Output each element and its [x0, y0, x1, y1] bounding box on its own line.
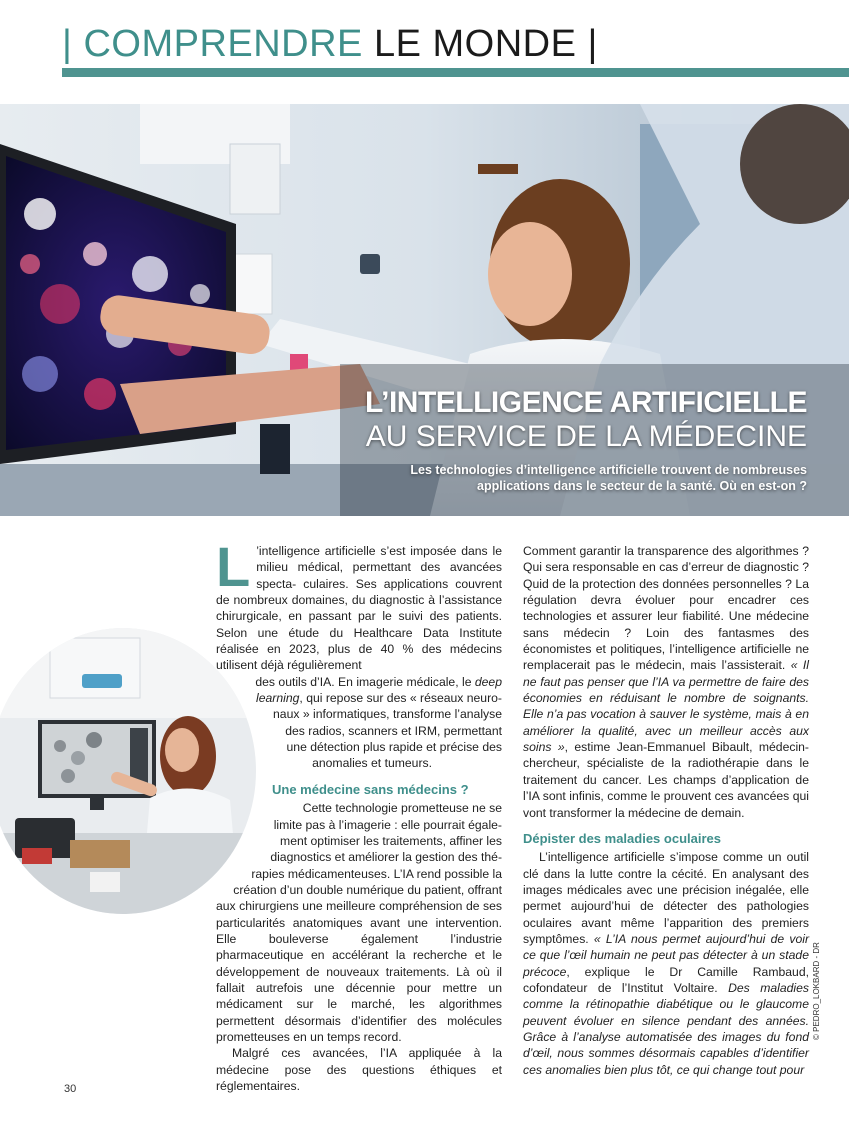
intro-line-3: culaires. Ses applications couvrent de nombreux	[216, 576, 502, 608]
right-paragraph-2	[523, 849, 809, 1078]
article-title-line-2: AU SERVICE DE LA MÉDECINE	[365, 420, 807, 453]
right-p2-after: , explique le Dr Camille Rambaud, cofondateur de l’Institut Voltaire.	[523, 964, 809, 995]
p2-line-2: limite pas à l’imagerie : elle pourrait égale-	[273, 817, 502, 832]
intro-line-2: milieu médical, permettant des avancées specta-	[256, 560, 502, 591]
rubric-word-1: COMPRENDRE	[83, 23, 363, 65]
page-number: 30	[64, 1083, 77, 1095]
left-column	[216, 535, 502, 1094]
article-title-line-1: L’INTELLIGENCE ARTIFICIELLE	[364, 386, 807, 419]
shaped-line-3: naux » informatiques, transforme l’analyse	[273, 707, 502, 722]
rambaud-quote-2: Des maladies comme la rétinopathie diabétique ou le glaucome peuvent évoluer en silence pendant des années. Grâce à l’analyse automatisée des images du fond d’œil, nous sommes désormais capables d’identifier ces anomalies bien plus tôt, ce qui change tout pour	[523, 980, 809, 1077]
photo-credit: © PEDRO_LOKBARD - DR	[812, 942, 821, 1040]
rubric-underline	[62, 68, 849, 77]
subheading-medecine-sans-medecins: Une médecine sans médecins ?	[272, 781, 469, 797]
hero-photo	[0, 104, 849, 516]
deep-word: deep	[474, 674, 502, 689]
shaped-paragraph-2	[216, 800, 502, 898]
article-title-block	[365, 386, 807, 494]
right-p1-text: Comment garantir la transparence des algorithmes ? Qui sera responsable en cas d’erreur de diagnostic ? Quid de la protection des données personnelles ? La régulation devra évoluer pour encadrer ces technologies et assurer leur fiabilité. Une médecine sans médecin ? Loin des fantasmes des économistes et politiques, l’intelligence artificielle ne remplacerait pas le médecin, mais l’assisterait.	[523, 544, 809, 673]
right-p2-text: L’intelligence artificielle s’impose comme un outil clé dans la lutte contre la cécité. En analysant des images médicales avec une précision inégalée, elle permet aujourd’hui de détecter des pathologies oculaires avant même l’apparition des premiers symptômes.	[523, 850, 809, 946]
learning-word: learning	[256, 691, 300, 706]
right-p1-after: , estime Jean-Emmanuel Bibault, médecin-chercheur, spécialiste de la radiothérapie dans le traitement du cancer. Les champs d’application de l’IA sont infinis, comme le prouvent ces avancées qui vont transformer la médecine de demain.	[523, 740, 809, 820]
right-paragraph-1	[523, 543, 809, 821]
section-rubric	[62, 22, 598, 66]
shaped-line-5: une détection plus rapide et précise des	[286, 740, 502, 755]
shaped-text-2: , qui repose sur des « réseaux neuro-	[299, 691, 502, 706]
dropcap-letter: L	[216, 535, 251, 598]
rubric-word-2: LE MONDE	[373, 23, 577, 65]
intro-line-1: ’intelligence artificielle s’est imposée dans le	[256, 544, 502, 558]
intro-rest: domaines, du diagnostic à l’assistance chirurgicale, en passant par le suivi des patients. Selon une étude du Healthcare Data Institute réalisée en 2023, plus de 40 % des médecins utilisent déjà régulièrement	[216, 593, 502, 673]
rubric-bar-left: |	[62, 23, 73, 65]
shaped-line-1	[216, 674, 502, 690]
bibault-quote: « Il ne faut pas penser que l’IA va permettre de faire des économies en réduisant le nombre de soignants. Elle n’a pas vocation à sauver le système, mais à en améliorer la qualité, avec un meilleur accès aux soins »	[523, 658, 810, 755]
shaped-text-1a: des outils d’IA. En imagerie médicale, le	[255, 674, 472, 689]
shaped-line-4: des radios, scanners et IRM, permettant	[285, 723, 502, 738]
p2-line-6: création d’un double numérique du patient, offrant	[233, 882, 502, 897]
subheading-maladies-oculaires: Dépister des maladies oculaires	[523, 830, 721, 846]
shaped-line-2	[216, 690, 502, 706]
shaped-paragraph-1	[216, 674, 502, 772]
right-column	[523, 543, 809, 1078]
p2-line-1: Cette technologie prometteuse ne se	[302, 801, 502, 816]
rubric-bar-right: |	[587, 23, 598, 65]
p2-line-5: rapies médicamenteuses. L’IA rend possible la	[251, 866, 502, 881]
shaped-line-6: anomalies et tumeurs.	[312, 756, 432, 771]
article-lede: Les technologies d’intelligence artificielle trouvent de nombreuses applications dans le secteur de la santé. Où en est-on ?	[410, 463, 807, 493]
paragraph-2-rest: aux chirurgiens une meilleure compréhension de ses particularités anatomiques avant une intervention. Elle bouleverse également l’industrie pharmaceutique en accélérant la recherche et le développement de nouveaux traitements. Là où il fallait autrefois une décennie pour mettre un médicament sur le marché, les algorithmes permettent désormais d’identifier des molécules prometteuses en un temps record.	[216, 899, 502, 1044]
p2-line-4: diagnostics et améliorer la gestion des thé-	[270, 850, 502, 865]
p2-line-3: ment optimiser les traitements, affiner les	[280, 833, 502, 848]
rambaud-quote: « L’IA nous permet aujourd’hui de voir ce que l’œil humain ne peut pas détecter à un stade précoce	[523, 931, 810, 979]
intro-paragraph	[216, 535, 502, 674]
paragraph-3: Malgré ces avancées, l’IA appliquée à la médecine pose des questions éthiques et réglementaires.	[216, 1046, 502, 1093]
